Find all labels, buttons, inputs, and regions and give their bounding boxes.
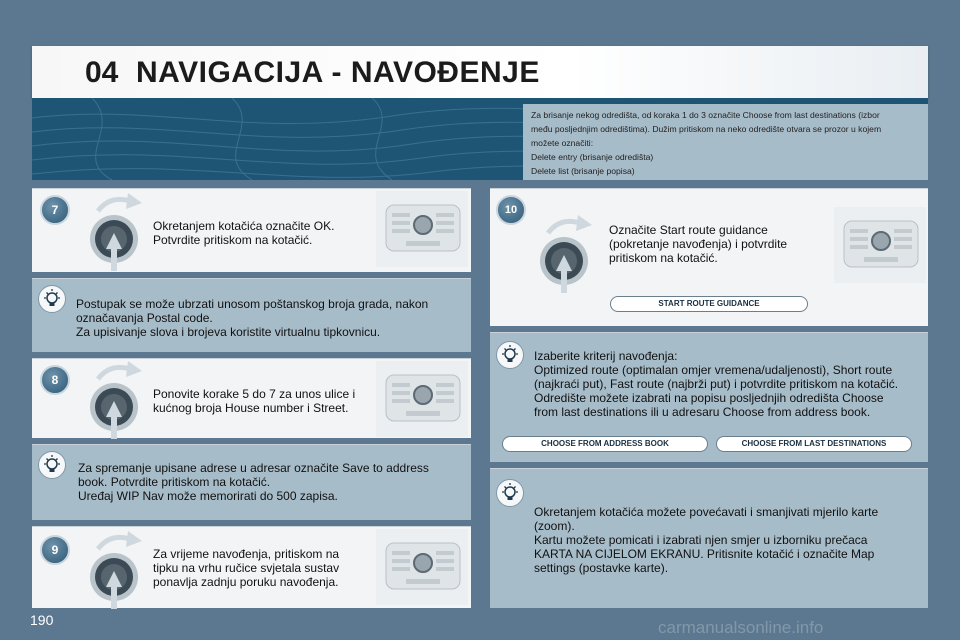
radio-unit-icon xyxy=(376,529,468,605)
rotate-arrow-icon xyxy=(576,215,592,231)
step-10-panel xyxy=(490,188,928,326)
rotary-knob-icon xyxy=(84,189,156,285)
step-7-line: Potvrdite pritiskom na kotačić. xyxy=(153,233,313,247)
step-10-line: (pokretanje navođenja) i potvrdite xyxy=(609,237,788,251)
tip-save-text xyxy=(78,461,429,503)
step-8-line: kućnog broja House number i Street. xyxy=(153,401,349,415)
step-7-badge: 7 xyxy=(40,195,70,225)
choose-last-destinations-button[interactable]: CHOOSE FROM LAST DESTINATIONS xyxy=(716,436,912,452)
start-route-guidance-button[interactable]: START ROUTE GUIDANCE xyxy=(610,296,808,312)
intro-line: među posljednjim odredištima). Dužim pritiskom na neko odredište otvara se prozor u kojem xyxy=(531,124,882,134)
radio-unit-icon xyxy=(834,207,926,283)
choose-address-book-button[interactable]: CHOOSE FROM ADDRESS BOOK xyxy=(502,436,708,452)
intro-note xyxy=(523,104,928,180)
lightbulb-icon xyxy=(38,451,66,479)
step-8-text xyxy=(153,387,355,415)
step-7-panel xyxy=(32,188,471,272)
tip-map-text xyxy=(534,505,878,575)
tip-save-panel xyxy=(32,444,471,520)
radio-unit-icon xyxy=(376,361,468,437)
chapter-number: 04 xyxy=(85,56,119,89)
step-9-text xyxy=(153,547,339,589)
tip-criteria-line: from last destinations ili u adresaru Choose from address book. xyxy=(534,405,871,419)
watermark: carmanualsonline.info xyxy=(658,618,824,637)
tip-map-line: Kartu možete pomicati i izabrati njen smjer u izborniku prečaca xyxy=(534,533,868,547)
step-10-line: pritiskom na kotačić. xyxy=(609,251,718,265)
lightbulb-icon xyxy=(496,341,524,369)
tip-postal-panel xyxy=(32,278,471,352)
rotate-arrow-icon xyxy=(126,361,142,377)
tip-map-panel xyxy=(490,468,928,608)
step-8-badge: 8 xyxy=(40,365,70,395)
step-8-line: Ponovite korake 5 do 7 za unos ulice i xyxy=(153,387,356,401)
tip-postal-line: Za upisivanje slova i brojeva koristite virtualnu tipkovnicu. xyxy=(76,325,381,339)
tip-postal-text xyxy=(76,297,428,339)
intro-line: možete označiti: xyxy=(531,138,594,148)
step-9-line: ponavlja zadnju poruku navođenja. xyxy=(153,575,339,589)
step-9-line: tipku na vrhu ručice svjetala sustav xyxy=(153,561,340,575)
tip-postal-line: označavanja Postal code. xyxy=(76,311,213,325)
intro-line: Delete list (brisanje popisa) xyxy=(531,166,635,176)
tip-criteria-line: Odredište možete izabrati na popisu posljednjih odredišta Choose xyxy=(534,391,884,405)
tip-save-line: Uređaj WIP Nav može memorirati do 500 zapisa. xyxy=(78,489,338,503)
tip-map-line: KARTA NA CIJELOM EKRANU. Pritisnite kotačić i označite Map xyxy=(534,547,875,561)
rotary-knob-icon xyxy=(534,211,606,307)
tip-save-line: book. Potvrdite pritiskom na kotačić. xyxy=(78,475,271,489)
radio-unit-icon xyxy=(376,191,468,267)
intro-line: Delete entry (brisanje odredišta) xyxy=(531,152,654,162)
tip-postal-line: Postupak se može ubrzati unosom poštanskog broja grada, nakon xyxy=(76,297,429,311)
step-10-badge: 10 xyxy=(496,195,526,225)
tip-map-line: settings (postavke karte). xyxy=(534,561,669,575)
step-7-text xyxy=(153,219,334,247)
tip-map-line: (zoom). xyxy=(534,519,575,533)
rotary-knob-icon xyxy=(84,527,156,623)
lightbulb-icon xyxy=(496,479,524,507)
page-title: NAVIGACIJA - NAVOĐENJE xyxy=(136,56,540,89)
rotate-arrow-icon xyxy=(126,193,142,209)
tip-save-line: Za spremanje upisane adrese u adresar označite Save to address xyxy=(78,461,429,475)
tip-criteria-line: Izaberite kriterij navođenja: xyxy=(534,349,678,363)
tip-criteria-panel xyxy=(490,332,928,462)
step-10-text xyxy=(609,223,787,265)
intro-line: Za brisanje nekog odredišta, od koraka 1 do 3 označite Choose from last destinations (izbor xyxy=(531,110,880,120)
step-9-badge: 9 xyxy=(40,535,70,565)
tip-criteria-line: (najkraći put), Fast route (najbrži put) i potvrdite pritiskom na kotačić. xyxy=(534,377,899,391)
rotary-knob-icon xyxy=(84,357,156,453)
step-8-panel xyxy=(32,358,471,438)
step-9-panel xyxy=(32,526,471,608)
tip-map-line: Okretanjem kotačića možete povećavati i smanjivati mjerilo karte xyxy=(534,505,879,519)
tip-criteria-text xyxy=(534,349,898,419)
rotate-arrow-icon xyxy=(126,531,142,547)
tip-criteria-line: Optimized route (optimalan omjer vremena/udaljenosti), Short route xyxy=(534,363,893,377)
step-10-line: Označite Start route guidance xyxy=(609,223,768,237)
step-7-line: Okretanjem kotačića označite OK. xyxy=(153,219,335,233)
lightbulb-icon xyxy=(38,285,66,313)
page-number: 190 xyxy=(30,612,54,628)
step-9-line: Za vrijeme navođenja, pritiskom na xyxy=(153,547,340,561)
